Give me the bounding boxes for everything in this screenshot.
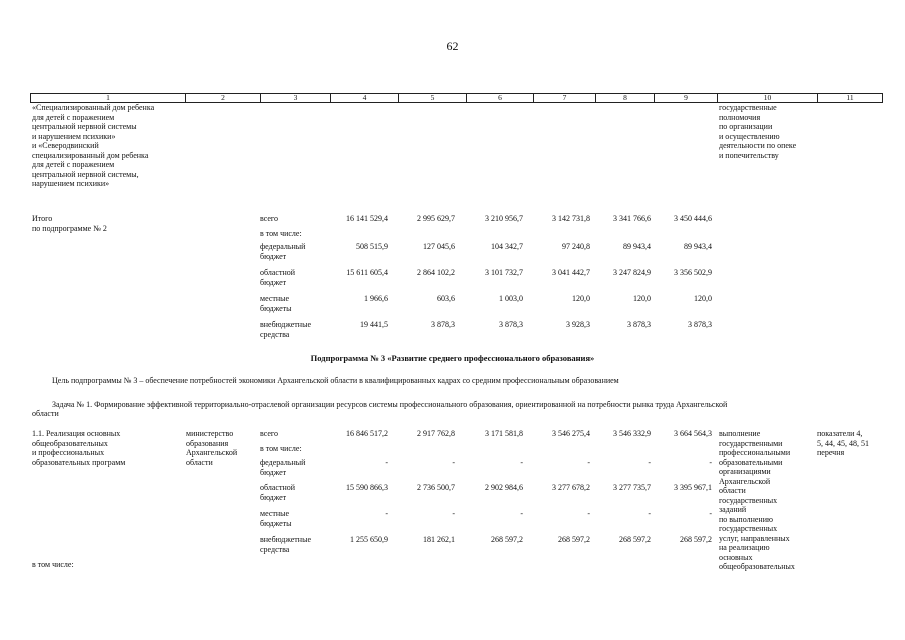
- total-amount-cell: 2 995 629,7: [417, 214, 455, 223]
- measure-source-label: в том числе:: [260, 444, 302, 453]
- measure-amount-cell: 15 590 866,3: [346, 483, 388, 492]
- measure-amount-cell: -: [648, 458, 651, 467]
- measure-amount-cell: -: [385, 458, 388, 467]
- measure-amount-cell: -: [520, 509, 523, 518]
- measure-amount-cell: -: [452, 458, 455, 467]
- measure-amount-cell: 268 597,2: [491, 535, 523, 544]
- total-amount-cell: 15 611 605,4: [346, 268, 388, 277]
- total-amount-cell: 19 441,5: [360, 320, 388, 329]
- total-amount-cell: 120,0: [572, 294, 590, 303]
- measure-amount-cell: -: [452, 509, 455, 518]
- total-source-label: федеральный бюджет: [260, 242, 306, 261]
- measure-amount-cell: 181 262,1: [423, 535, 455, 544]
- column-header: 5: [399, 94, 467, 103]
- total-amount-cell: 3 210 956,7: [485, 214, 523, 223]
- total-amount-cell: 3 341 766,6: [613, 214, 651, 223]
- total-amount-cell: 3 041 442,7: [552, 268, 590, 277]
- total-amount-cell: 97 240,8: [562, 242, 590, 251]
- measure-source-label: всего: [260, 429, 279, 438]
- total-label: Итого по подпрограмме № 2: [32, 214, 107, 233]
- total-amount-cell: 3 450 444,6: [674, 214, 712, 223]
- measure-name: 1.1. Реализация основных общеобразовательных и профессиональных образовательных программ: [32, 429, 126, 467]
- page-number: 62: [446, 39, 459, 53]
- measure-amount-cell: 3 664 564,3: [674, 429, 712, 438]
- total-amount-cell: 508 515,9: [356, 242, 388, 251]
- column-header: 7: [534, 94, 596, 103]
- total-amount-cell: 3 878,3: [688, 320, 712, 329]
- total-amount-cell: 603,6: [437, 294, 455, 303]
- total-amount-cell: 16 141 529,4: [346, 214, 388, 223]
- total-source-label: областной бюджет: [260, 268, 296, 287]
- goal-text: Цель подпрограммы № 3 – обеспечение потребностей экономики Архангельской области в квалифицированных кадрах со средним профессиональным образованием: [52, 376, 619, 385]
- column-header: 6: [467, 94, 534, 103]
- total-source-label: в том числе:: [260, 229, 302, 238]
- measure-amount-cell: -: [587, 458, 590, 467]
- total-source-label: внебюджетные средства: [260, 320, 311, 339]
- measure-col10: выполнение государственными профессиональными образовательными организациями Архангельской области государственных заданий по выполнению государственных услуг, направленных на реализацию основных общеобразовательных: [719, 429, 795, 571]
- measure-amount-cell: 3 277 678,2: [552, 483, 590, 492]
- column-header: 8: [596, 94, 655, 103]
- measure-amount-cell: -: [385, 509, 388, 518]
- total-amount-cell: 120,0: [633, 294, 651, 303]
- total-amount-cell: 127 045,6: [423, 242, 455, 251]
- measure-amount-cell: 2 736 500,7: [417, 483, 455, 492]
- measure-amount-cell: 268 597,2: [680, 535, 712, 544]
- measure-amount-cell: 268 597,2: [558, 535, 590, 544]
- measure-amount-cell: 3 171 581,8: [485, 429, 523, 438]
- measure-amount-cell: 268 597,2: [619, 535, 651, 544]
- column-header: 10: [718, 94, 818, 103]
- measure-amount-cell: -: [709, 509, 712, 518]
- total-amount-cell: 120,0: [694, 294, 712, 303]
- measure-amount-cell: -: [709, 458, 712, 467]
- total-source-label: местные бюджеты: [260, 294, 292, 313]
- total-amount-cell: 104 342,7: [491, 242, 523, 251]
- measure-col11: показатели 4, 5, 44, 45, 48, 51 перечня: [817, 429, 869, 457]
- task-text: Задача № 1. Формирование эффективной территориально-отраслевой организации ресурсов системы профессионального образования, ориентированной на потребности рынка труда Архангельской: [52, 400, 728, 409]
- total-amount-cell: 1 966,6: [364, 294, 388, 303]
- total-amount-cell: 3 101 732,7: [485, 268, 523, 277]
- measure-source-label: местные бюджеты: [260, 509, 292, 528]
- measure-amount-cell: 2 917 762,8: [417, 429, 455, 438]
- measure-amount-cell: 3 277 735,7: [613, 483, 651, 492]
- total-amount-cell: 3 878,3: [499, 320, 523, 329]
- total-amount-cell: 1 003,0: [499, 294, 523, 303]
- including-label: в том числе:: [32, 560, 74, 569]
- column-header: 9: [655, 94, 718, 103]
- subprogram-heading: Подпрограмма № 3 «Развитие среднего профессионального образования»: [310, 353, 595, 363]
- measure-source-label: областной бюджет: [260, 483, 296, 502]
- measure-amount-cell: -: [587, 509, 590, 518]
- top-block-col10: государственные полномочия по организации и осуществлению деятельности по опеке и попечительству: [719, 103, 797, 160]
- total-amount-cell: 3 142 731,8: [552, 214, 590, 223]
- total-amount-cell: 2 864 102,2: [417, 268, 455, 277]
- column-header: 3: [261, 94, 331, 103]
- total-amount-cell: 3 878,3: [627, 320, 651, 329]
- measure-amount-cell: -: [648, 509, 651, 518]
- top-block-name: «Специализированный дом ребенка для детей с поражением центральной нервной системы и нарушением психики» и «Северодвинский специализированный дом ребенка для детей с поражением центральной нервной системы, нарушением психики»: [32, 103, 155, 188]
- total-amount-cell: 89 943,4: [684, 242, 712, 251]
- measure-source-label: федеральный бюджет: [260, 458, 306, 477]
- total-amount-cell: 89 943,4: [623, 242, 651, 251]
- column-number-header: [30, 93, 883, 103]
- column-header: 11: [818, 94, 883, 103]
- total-source-label: всего: [260, 214, 279, 223]
- column-header: 2: [186, 94, 261, 103]
- total-amount-cell: 3 356 502,9: [674, 268, 712, 277]
- measure-amount-cell: 2 902 984,6: [485, 483, 523, 492]
- measure-amount-cell: 16 846 517,2: [346, 429, 388, 438]
- measure-amount-cell: 3 546 332,9: [613, 429, 651, 438]
- task-text-continuation: области: [32, 409, 59, 418]
- measure-amount-cell: 3 395 967,1: [674, 483, 712, 492]
- measure-amount-cell: 3 546 275,4: [552, 429, 590, 438]
- measure-executor: министерство образования Архангельской области: [186, 429, 238, 467]
- total-amount-cell: 3 928,3: [566, 320, 590, 329]
- total-amount-cell: 3 247 824,9: [613, 268, 651, 277]
- measure-amount-cell: -: [520, 458, 523, 467]
- column-header: 4: [331, 94, 399, 103]
- measure-amount-cell: 1 255 650,9: [350, 535, 388, 544]
- total-amount-cell: 3 878,3: [431, 320, 455, 329]
- column-header: 1: [31, 94, 186, 103]
- measure-source-label: внебюджетные средства: [260, 535, 311, 554]
